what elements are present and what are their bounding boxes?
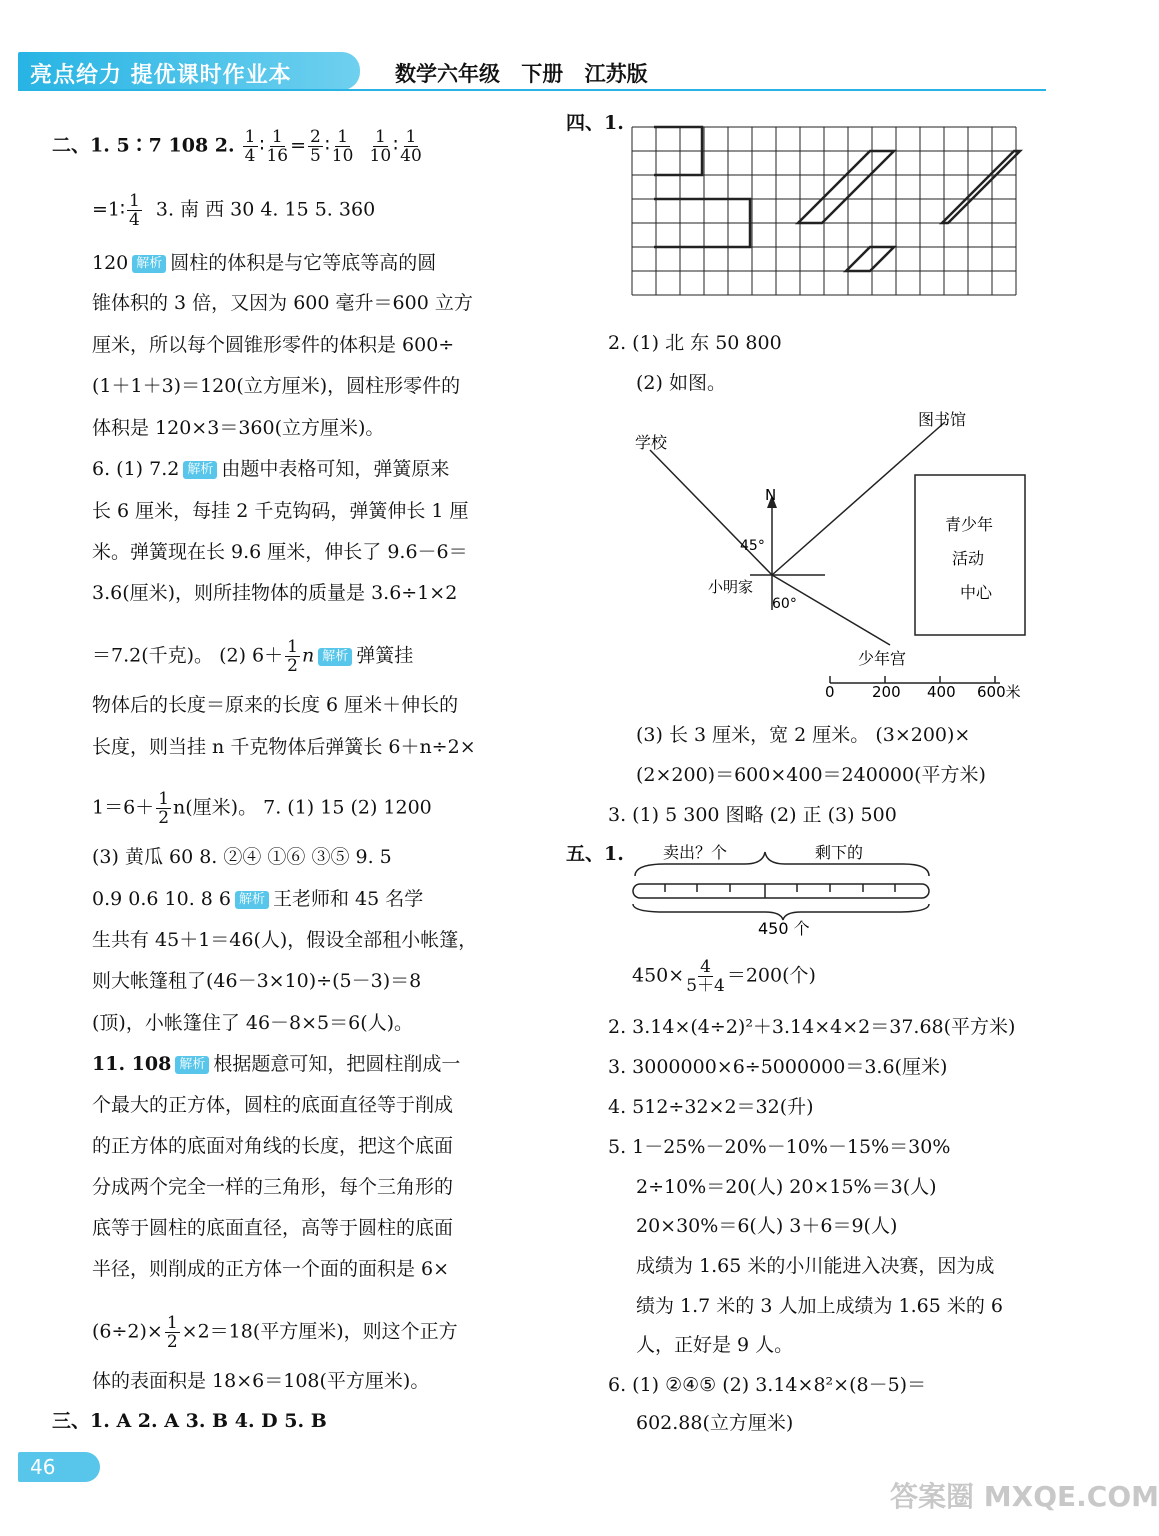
header-title: 数学六年级 下册 江苏版 [395, 62, 648, 86]
answer-line: 11. 108 解析 根据题意可知，把圆柱削成一 [92, 1053, 461, 1075]
analysis-tag: 解析 [132, 255, 166, 273]
answer-line: 3. (1) 5 300 图略 (2) 正 (3) 500 [608, 804, 897, 826]
line-to-school [650, 450, 772, 575]
analysis-tag: 解析 [183, 461, 217, 479]
scale-tick-label: 400 [927, 683, 956, 701]
answer-line: 锥体积的 3 倍，又因为 600 毫升＝600 立方 [92, 292, 473, 314]
remaining-label: 剩下的 [815, 843, 864, 862]
grid-figure [630, 125, 1022, 299]
segment-bar [633, 884, 929, 898]
scale-tick-label: 200 [872, 683, 901, 701]
direction-map [620, 400, 1040, 710]
answer-line: 长度，则当挂 n 千克物体后弹簧长 6＋n÷2× [92, 736, 476, 758]
analysis-tag: 解析 [175, 1056, 209, 1074]
center-label: 青少年 [945, 515, 994, 534]
school-label: 学校 [635, 433, 668, 452]
total-label: 450 个 [758, 919, 810, 938]
scale-tick-label: 0 [825, 683, 835, 701]
answer-line: 底等于圆柱的底面直径，高等于圆柱的底面 [92, 1217, 454, 1239]
bottom-brace [633, 904, 929, 920]
segment-diagram [625, 838, 945, 938]
answer-line: 20×30%＝6(人) 3＋6＝9(人) [636, 1215, 898, 1237]
answer-line: 分成两个完全一样的三角形，每个三角形的 [92, 1176, 454, 1198]
answer-line: ＝7.2(千克)。 (2) 6＋ $\frac{1}{2}$ n 解析 弹簧挂 [92, 637, 414, 676]
answer-line: (6÷2)× $\frac{1}{2}$ ×2＝18(平方厘米)，则这个正方 [92, 1313, 458, 1352]
answer-line: 2. (1) 北 东 50 800 [608, 332, 782, 354]
answer-line: 成绩为 1.65 米的小川能进入决赛，因为成 [636, 1255, 995, 1277]
parallelogram-shape [846, 247, 894, 271]
answer-line: 的正方体的底面对角线的长度，把这个底面 [92, 1135, 454, 1157]
scale-tick-label: 600米 [977, 683, 1021, 701]
answer-line: 3.6(厘米)，则所挂物体的质量是 3.6÷1×2 [92, 582, 458, 604]
answer-line: (2×200)＝600×400＝240000(平方米) [636, 764, 986, 786]
answer-line: 2. 3.14×(4÷2)²＋3.14×4×2＝37.68(平方米) [608, 1016, 1016, 1038]
answer-line: 1＝6＋ $\frac{1}{2}$ n(厘米)。 7. (1) 15 (2) 1200 [92, 789, 432, 828]
watermark: 答案圈 MXQE.COM [890, 1480, 1159, 1513]
center-label: 活动 [952, 549, 985, 568]
answer-line: 5. 1－25%－20%－10%－15%＝30% [608, 1136, 951, 1158]
answer-line: 物体后的长度＝原来的长度 6 厘米＋伸长的 [92, 694, 459, 716]
library-label: 图书馆 [918, 410, 967, 429]
answer-line: 生共有 45＋1＝46(人)，假设全部租小帐篷， [92, 929, 478, 951]
answer-line: 人，正好是 9 人。 [636, 1334, 794, 1356]
answer-line: =1∶ $\frac{1}{4}$ 3. 南 西 30 4. 15 5. 360 [92, 191, 376, 230]
parallelogram-shape [942, 151, 1020, 223]
north-label: N [765, 486, 777, 504]
parallelogram-shape [798, 151, 894, 223]
sold-label: 卖出？个 [663, 843, 728, 862]
answer-line: 2÷10%＝20(人) 20×15%＝3(人) [636, 1176, 937, 1198]
home-label: 小明家 [708, 578, 754, 596]
answer-line: (顶)，小帐篷住了 46－8×5＝6(人)。 [92, 1012, 414, 1034]
header-rule [18, 89, 1046, 91]
line-to-library [772, 422, 945, 575]
answer-line: 0.9 0.6 10. 8 6 解析 王老师和 45 名学 [92, 888, 424, 910]
answer-line: 6. (1) 7.2 解析 由题中表格可知，弹簧原来 [92, 458, 450, 480]
answer-line: (2) 如图。 [636, 372, 726, 394]
center-label: 中心 [960, 583, 993, 602]
answer-line: 长 6 厘米，每挂 2 千克钩码，弹簧伸长 1 厘 [92, 500, 469, 522]
answer-line: 4. 512÷32×2＝32(升) [608, 1096, 814, 1118]
answer-line: 个最大的正方体，圆柱的底面直径等于削成 [92, 1094, 454, 1116]
palace-label: 少年宫 [858, 649, 907, 668]
angle-45-label: 45° [740, 538, 765, 554]
answer-line: 则大帐篷租了(46－3×10)÷(5－3)＝8 [92, 970, 422, 992]
answer-line: 3. 3000000×6÷5000000＝3.6(厘米) [608, 1056, 948, 1078]
answer-line: 体积是 120×3＝360(立方厘米)。 [92, 417, 385, 439]
answer-line: 厘米，所以每个圆锥形零件的体积是 600÷ [92, 334, 455, 356]
answer-line: 602.88(立方厘米) [636, 1412, 794, 1434]
answer-line: 半径，则削成的正方体一个面的面积是 6× [92, 1258, 450, 1280]
analysis-tag: 解析 [318, 648, 352, 666]
answer-line: 6. (1) ②④⑤ (2) 3.14×8²×(8－5)＝ [608, 1374, 927, 1396]
answer-line: 三、1. A 2. A 3. B 4. D 5. B [52, 1410, 327, 1432]
answer-line: (3) 长 3 厘米，宽 2 厘米。 (3×200)× [636, 724, 971, 746]
answer-line: 二、1. 5∶7 108 2. $\frac{1}{4}$ ∶ $\frac{1}{16}$ = $\frac{2}{5}$ ∶ $\frac{1}{10}$ $\frac{1}{10}$ ∶ $\frac{1}{40}$ [52, 127, 422, 166]
section-heading: 四、1. [566, 112, 624, 134]
analysis-tag: 解析 [235, 891, 269, 909]
answer-line: 绩为 1.7 米的 3 人加上成绩为 1.65 米的 6 [636, 1295, 1003, 1317]
answer-line: (3) 黄瓜 60 8. ②④ ①⑥ ③⑤ 9. 5 [92, 846, 392, 868]
angle-60-label: 60° [772, 596, 797, 612]
page-number: 46 [18, 1452, 100, 1482]
answer-line: 体的表面积是 18×6＝108(平方厘米)。 [92, 1370, 430, 1392]
section-heading: 五、1. [566, 843, 624, 865]
answer-line: (1＋1＋3)＝120(立方厘米)，圆柱形零件的 [92, 375, 461, 397]
answer-line: 450× $\frac{4}{5+4}$ ＝200(个) [632, 957, 816, 996]
answer-line: 米。弹簧现在长 9.6 厘米，伸长了 9.6－6＝ [92, 541, 468, 563]
header-brand: 亮点给力 提优课时作业本 [30, 63, 292, 88]
answer-line: 120 解析 圆柱的体积是与它等底等高的圆 [92, 252, 437, 274]
